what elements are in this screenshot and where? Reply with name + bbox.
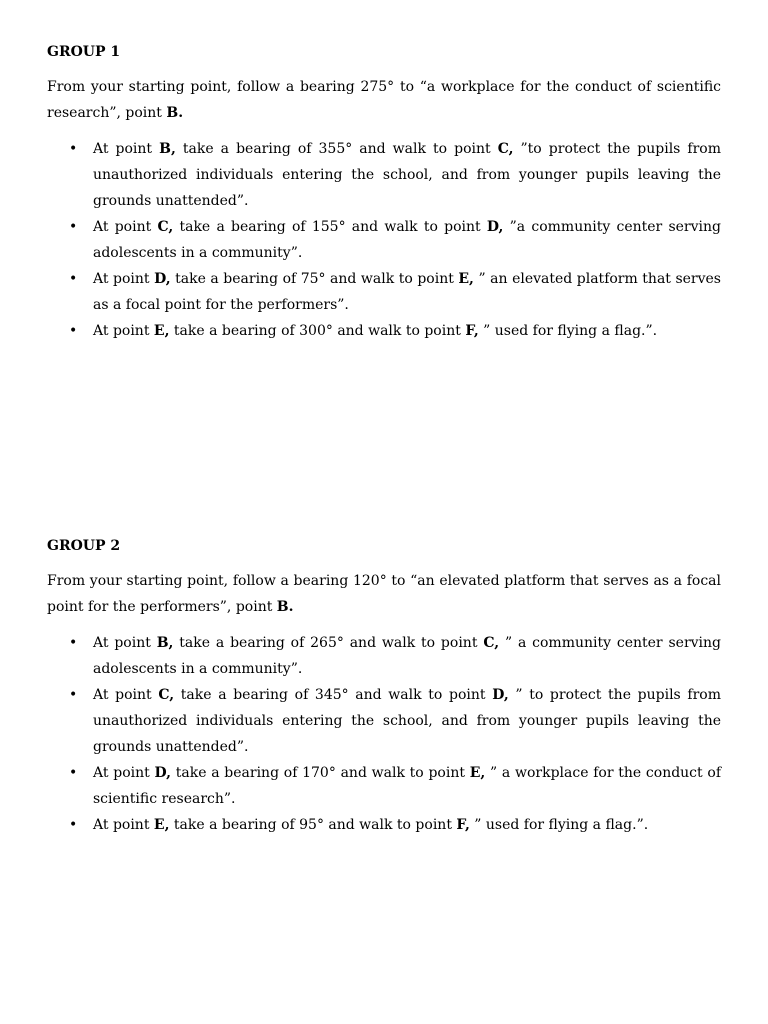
group-1-step-1: [47, 136, 721, 214]
group-2-heading: GROUP 2: [47, 538, 121, 554]
group-1-step-4: [47, 318, 721, 344]
step-text: [93, 760, 721, 812]
bullet-icon: •: [69, 817, 78, 833]
group-1-intro-text: From your starting point, follow a bearing 275° to “a workplace for the conduct of scientific research”, point: [47, 79, 721, 121]
step-text: [93, 318, 721, 344]
step-description: ” a community center serving adolescents in a community”.: [93, 635, 721, 677]
group-2-section: [47, 534, 721, 838]
group-1-heading: GROUP 1: [47, 44, 121, 60]
step-text: [93, 812, 721, 838]
step-description: ”a community center serving adolescents in a community”.: [93, 219, 721, 261]
step-to-point: E,: [458, 271, 474, 287]
group-2-step-3: [47, 760, 721, 812]
bullet-icon: •: [69, 765, 78, 781]
step-instruction: take a bearing of 265° and walk to point: [173, 635, 484, 651]
step-to-point: C,: [483, 635, 500, 651]
step-from-point: E,: [153, 817, 170, 833]
step-text: [93, 266, 721, 318]
step-description: ” an elevated platform that serves as a focal point for the performers”.: [93, 271, 721, 313]
group-1-intro: [47, 74, 721, 126]
step-instruction: take a bearing of 300° and walk to point: [169, 323, 466, 339]
step-description: ” to protect the pupils from unauthorized individuals entering the school, and from younger pupils leaving the grounds unattended”.: [93, 687, 721, 755]
step-text: [93, 682, 721, 760]
bullet-icon: •: [69, 635, 78, 651]
group-1-section: [47, 40, 721, 344]
group-2-step-1: [47, 630, 721, 682]
step-description: ” used for flying a flag.”.: [469, 817, 649, 833]
group-1-intro-point: B.: [166, 105, 184, 121]
step-prefix: At point: [93, 219, 158, 235]
step-to-point: C,: [497, 141, 514, 157]
step-from-point: C,: [157, 219, 174, 235]
step-prefix: At point: [93, 817, 154, 833]
group-2-step-2: [47, 682, 721, 760]
group-1-step-3: [47, 266, 721, 318]
group-2-intro: [47, 568, 721, 620]
step-instruction: take a bearing of 170° and walk to point: [171, 765, 470, 781]
step-description: ” used for flying a flag.”.: [478, 323, 658, 339]
step-to-point: F,: [465, 323, 479, 339]
group-2-step-4: [47, 812, 721, 838]
bullet-icon: •: [69, 219, 78, 235]
step-instruction: take a bearing of 345° and walk to point: [174, 687, 493, 703]
step-from-point: B,: [159, 141, 176, 157]
step-prefix: At point: [93, 687, 159, 703]
bullet-icon: •: [69, 271, 78, 287]
group-2-intro-text: From your starting point, follow a bearing 120° to “an elevated platform that serves as a focal point for the performers”, point: [47, 573, 721, 615]
step-from-point: C,: [158, 687, 175, 703]
step-instruction: take a bearing of 155° and walk to point: [173, 219, 487, 235]
group-2-steps-list: [47, 630, 721, 838]
bullet-icon: •: [69, 687, 78, 703]
step-to-point: D,: [486, 219, 504, 235]
step-prefix: At point: [93, 141, 160, 157]
step-text: [93, 214, 721, 266]
step-from-point: E,: [153, 323, 170, 339]
bullet-icon: •: [69, 323, 78, 339]
step-prefix: At point: [93, 635, 157, 651]
group-2-intro-point: B.: [276, 599, 294, 615]
step-text: [93, 630, 721, 682]
group-1-steps-list: [47, 136, 721, 344]
step-prefix: At point: [93, 271, 155, 287]
step-to-point: F,: [456, 817, 470, 833]
step-description: ”to protect the pupils from unauthorized individuals entering the school, and from younger pupils leaving the grounds unattended”.: [93, 141, 721, 209]
group-1-step-2: [47, 214, 721, 266]
step-from-point: D,: [154, 765, 171, 781]
step-text: [93, 136, 721, 214]
step-instruction: take a bearing of 95° and walk to point: [169, 817, 457, 833]
step-to-point: E,: [469, 765, 486, 781]
bullet-icon: •: [69, 141, 78, 157]
step-prefix: At point: [93, 323, 154, 339]
step-from-point: D,: [154, 271, 171, 287]
step-instruction: take a bearing of 75° and walk to point: [170, 271, 459, 287]
step-instruction: take a bearing of 355° and walk to point: [175, 141, 498, 157]
step-prefix: At point: [93, 765, 155, 781]
step-from-point: B,: [156, 635, 174, 651]
step-to-point: D,: [492, 687, 509, 703]
step-description: ” a workplace for the conduct of scientific research”.: [93, 765, 721, 807]
